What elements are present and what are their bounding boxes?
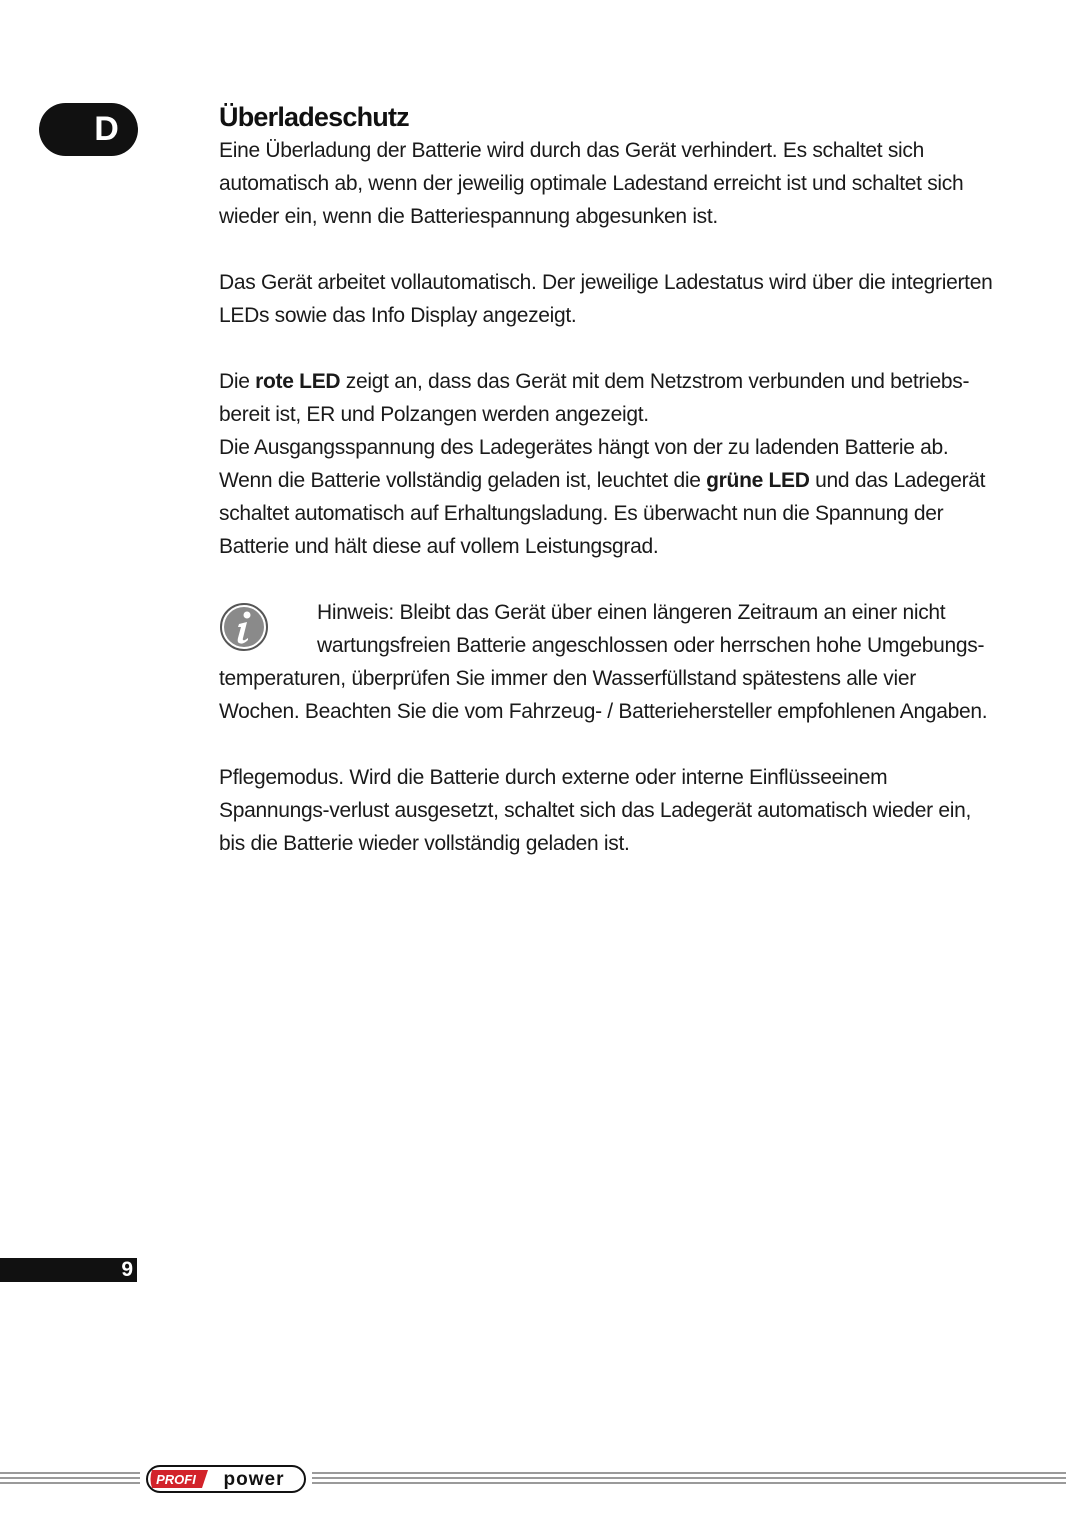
divider	[312, 1477, 1066, 1479]
paragraph-care-mode: Pflegemodus. Wird die Batterie durch externe oder interne Einflüsseeinem Spannungs-verlust ausgesetzt, schaltet sich das Ladegerät automatisch wieder ein, bis die Batterie wieder vollständig geladen ist.	[219, 766, 971, 855]
footer-lines-right	[312, 1472, 1066, 1486]
paragraph-output-voltage: Die Ausgangsspannung des Ladegerätes hängt von der zu ladenden Batterie ab.	[219, 436, 949, 459]
language-tab: D	[39, 103, 138, 156]
divider	[0, 1477, 140, 1479]
content	[219, 100, 999, 860]
green-led-label: grüne LED	[706, 469, 810, 492]
divider	[312, 1472, 1066, 1474]
paragraph-overcharge: Eine Überladung der Batterie wird durch das Gerät verhindert. Es schaltet sich automatisch ab, wenn der jeweilig optimale Ladestand erreicht ist und schaltet sich wieder ein, wenn die Batteriespannung abgesunken ist.	[219, 139, 964, 228]
paragraph-green-led	[219, 464, 999, 563]
footer-lines-left	[0, 1472, 140, 1486]
note-block	[219, 596, 999, 728]
note-text-rest: temperaturen, überprüfen Sie immer den Wasserfüllstand spätestens alle vier Wochen. Beachten Sie die vom Fahrzeug- / Batteriehersteller empfohlenen Angaben.	[219, 667, 988, 723]
note-text-intro: Hinweis: Bleibt das Gerät über einen längeren Zeitraum an einer nicht wartungsfreien Batterie angeschlossen oder herrschen hohe Umgebungs-	[317, 601, 985, 657]
text: Wenn die Batterie vollständig geladen ist, leuchtet die	[219, 469, 707, 492]
divider	[312, 1482, 1066, 1484]
page-number: 9	[0, 1258, 137, 1282]
red-led-label: rote LED	[255, 370, 341, 393]
text: zeigt an, dass das Gerät mit dem Netzstrom verbunden und betriebs-bereit ist, ER und Polzangen werden angezeigt.	[219, 370, 970, 426]
text: Die	[219, 370, 256, 393]
logo-profi: PROFI	[156, 1472, 196, 1487]
logo-power: power	[223, 1469, 285, 1490]
text: und das Ladegerät schaltet automatisch auf Erhaltungsladung. Es überwacht nun die Spannung der Batterie und hält diese auf vollem Leistungsgrad.	[219, 469, 986, 558]
page-title: Überladeschutz	[219, 102, 409, 132]
divider	[0, 1482, 140, 1484]
paragraph-automatic: Das Gerät arbeitet vollautomatisch. Der jeweilige Ladestatus wird über die integrierten LEDs sowie das Info Display angezeigt.	[219, 271, 993, 327]
info-icon	[219, 598, 269, 656]
paragraph-red-led	[219, 365, 999, 431]
brand-logo	[146, 1465, 306, 1493]
divider	[0, 1472, 140, 1474]
